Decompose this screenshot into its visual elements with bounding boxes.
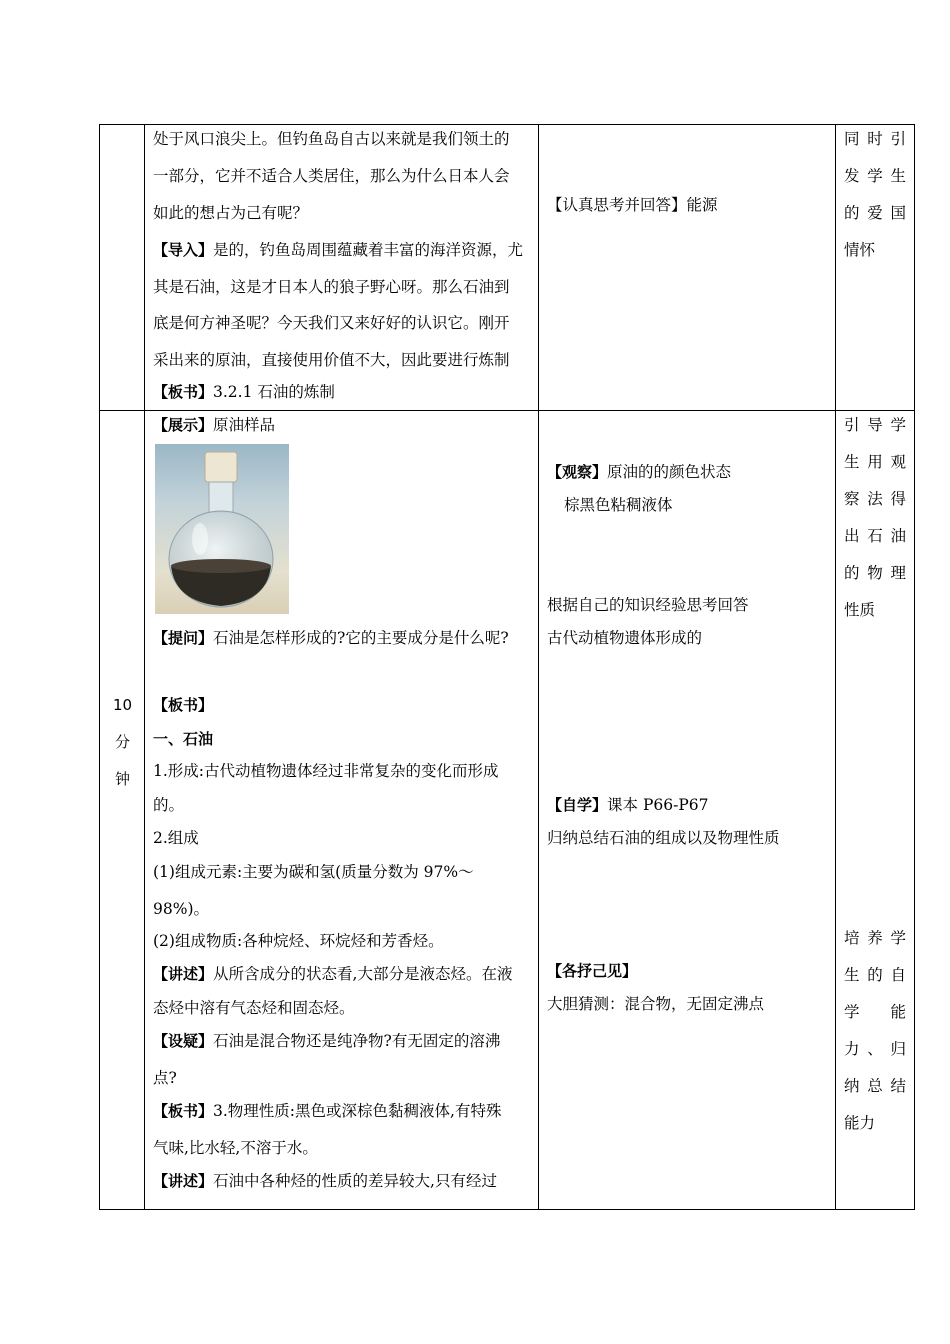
note-line: 引 导 学 [844,416,906,434]
note-line: 学 能 [844,1003,906,1021]
content-line: 2.组成 [153,829,199,847]
table-row [100,411,915,1210]
content-line: 采出来的原油，直接使用价值不大，因此要进行炼制 [153,351,510,369]
time-cell [100,411,145,1210]
content-line: (1)组成元素:主要为碳和氢(质量分数为 97%～ [153,863,474,881]
content-line: 底是何方神圣呢？今天我们又来好好的认识它。刚开 [153,314,510,332]
student-activity-cell [539,125,836,411]
content-line: 一、石油 [153,730,214,748]
table-row [100,125,915,411]
content-line: 【板书】 [153,696,214,714]
time-label: 分 [114,733,130,751]
content-line: 98%)。 [153,900,209,918]
content-line: 态烃中溶有气态烃和固态烃。 [153,999,355,1017]
student-activity-cell [539,411,836,1210]
note-line: 发 学 生 [844,167,906,185]
note-line: 察 法 得 [844,490,906,508]
note-line: 情怀 [844,241,876,259]
lesson-plan-table [99,124,915,1210]
content-line: (2)组成物质:各种烷烃、环烷烃和芳香烃。 [153,932,444,950]
student-line: 棕黑色粘稠液体 [564,496,673,514]
time-label: 10 [112,696,133,714]
content-line: 如此的想占为己有呢？ [153,204,309,222]
note-line: 生 用 观 [844,453,906,471]
student-line: 根据自己的知识经验思考回答 [547,596,749,614]
content-line: 【设疑】石油是混合物还是纯净物?有无固定的溶沸 [153,1032,501,1050]
content-line: 【板书】3.物理性质:黑色或深棕色黏稠液体,有特殊 [153,1102,502,1120]
note-line: 力 、 归 [844,1040,906,1058]
time-label: 钟 [114,770,130,788]
note-line: 出 石 油 [844,527,906,545]
content-line: 点? [153,1069,177,1087]
content-line: 【展示】原油样品 [153,416,276,434]
note-line: 性质 [844,601,876,619]
design-intent-cell [836,411,915,1210]
content-line: 【板书】3.2.1 石油的炼制 [153,383,335,401]
note-line: 同 时 引 [844,130,906,148]
note-line: 能力 [844,1114,876,1132]
note-line: 培 养 学 [844,929,906,947]
content-line: 【讲述】石油中各种烃的性质的差异较大,只有经过 [153,1172,497,1190]
student-line: 归纳总结石油的组成以及物理性质 [547,829,780,847]
content-line: 处于风口浪尖上。但钓鱼岛自古以来就是我们领土的 [153,130,510,148]
content-line: 【提问】石油是怎样形成的?它的主要成分是什么呢? [153,629,509,647]
content-line: 气味,比水轻,不溶于水。 [153,1139,318,1157]
teacher-activity-cell [145,125,539,411]
content-line: 的。 [153,796,185,814]
design-intent-cell [836,125,915,411]
student-line: 【认真思考并回答】能源 [547,196,718,214]
time-cell [100,125,145,411]
note-line: 生 的 自 [844,966,906,984]
note-line: 纳 总 结 [844,1077,906,1095]
content-line: 1.形成:古代动植物遗体经过非常复杂的变化而形成 [153,762,499,780]
student-line: 【各抒己见】 [547,962,638,980]
content-line: 【导入】是的，钓鱼岛周围蕴藏着丰富的海洋资源，尤 [153,241,524,259]
student-line: 古代动植物遗体形成的 [547,629,703,647]
note-line: 的 爱 国 [844,204,906,222]
content-line: 一部分，它并不适合人类居住，那么为什么日本人会 [153,167,510,185]
teacher-activity-cell [145,411,539,1210]
content-line: 其是石油，这是才日本人的狼子野心呀。那么石油到 [153,278,510,296]
student-line: 【自学】课本 P66-P67 [547,796,709,814]
student-line: 【观察】原油的的颜色状态 [547,463,732,481]
crude-oil-flask-image [155,444,289,614]
content-line: 【讲述】从所含成分的状态看,大部分是液态烃。在液 [153,965,513,983]
note-line: 的 物 理 [844,564,906,582]
student-line: 大胆猜测：混合物，无固定沸点 [547,995,765,1013]
